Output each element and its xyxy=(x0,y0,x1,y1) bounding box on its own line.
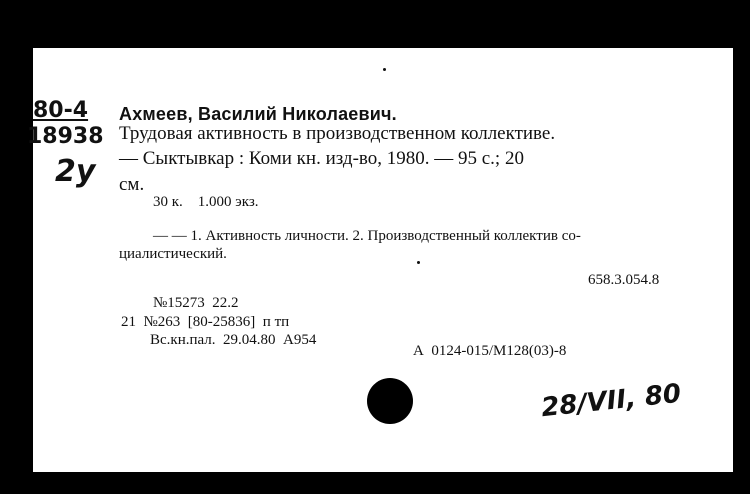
subjects-line-2: циалистический. xyxy=(119,246,227,262)
title-line-3: см. xyxy=(119,174,145,195)
price-and-print-run: 30 к. 1.000 экз. xyxy=(153,194,259,210)
catalog-card xyxy=(27,48,733,472)
author-heading: Ахмеев, Василий Николаевич. xyxy=(119,104,397,124)
udc-code: 658.3.054.8 xyxy=(588,272,660,288)
registry-number-line-1: №15273 22.2 xyxy=(153,295,239,311)
speck-mark xyxy=(417,261,420,264)
handwritten-inventory-number: 18938 xyxy=(27,124,104,149)
publisher-code: А 0124-015/М128(03)-8 xyxy=(413,343,567,359)
punch-hole xyxy=(367,378,413,424)
registry-number-line-3: Вс.кн.пал. 29.04.80 А954 xyxy=(150,332,317,348)
title-line-1: Трудовая активность в производственном коллективе. xyxy=(119,123,556,144)
handwritten-shelf-mark: 80-4 xyxy=(33,98,89,123)
handwritten-date-signature: 28/VII, 80 xyxy=(539,378,683,424)
registry-number-line-2: 21 №263 [80-25836] п тп xyxy=(121,314,290,330)
handwritten-note: 2у xyxy=(55,154,96,189)
speck-mark xyxy=(383,68,386,71)
subjects-line-1: — — 1. Активность личности. 2. Производственный коллектив со- xyxy=(153,228,581,244)
title-line-2: — Сыктывкар : Коми кн. изд-во, 1980. — 95 с.; 20 xyxy=(119,148,524,169)
